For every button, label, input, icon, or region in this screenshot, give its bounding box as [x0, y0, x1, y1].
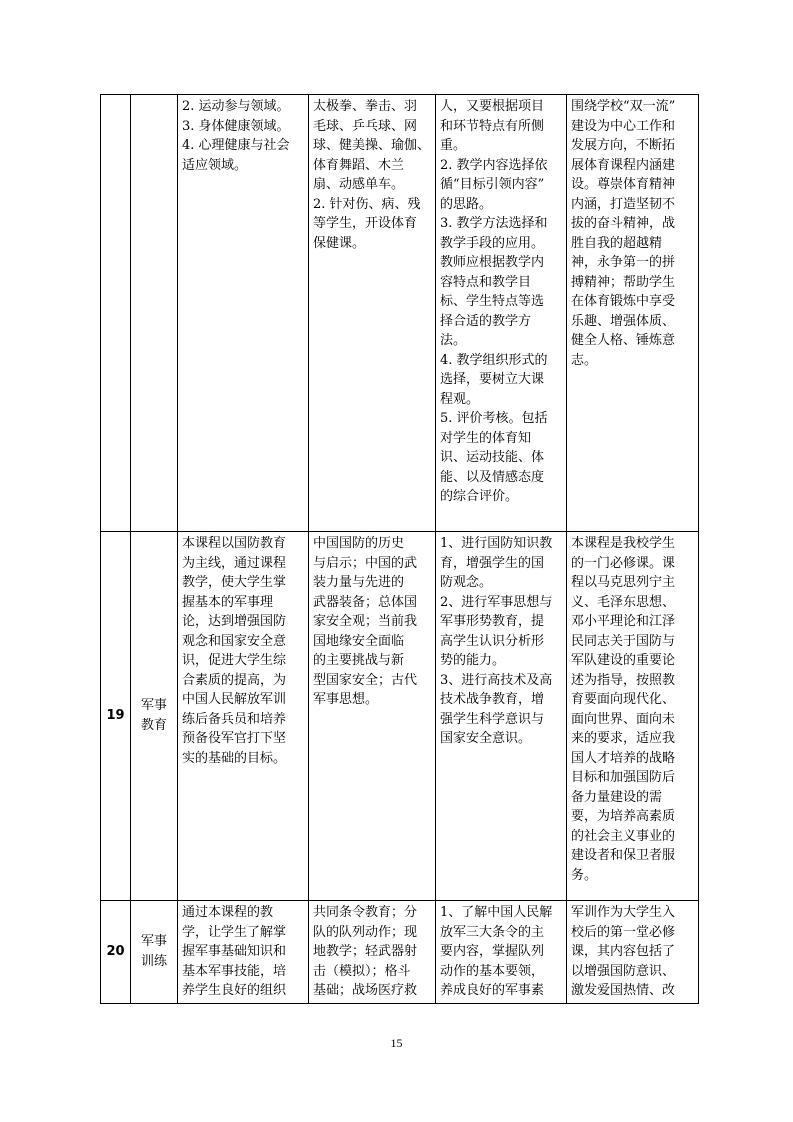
cell-text-line: 重。 — [440, 138, 467, 153]
cell-text-line: 标、学生特点等选 — [440, 294, 545, 309]
cell-text-line: 等学生，开设体育 — [313, 216, 418, 231]
cell-text-line: 的一门必修课。课 — [571, 555, 676, 571]
table-row — [101, 532, 699, 901]
cell-text-line: 防观念。 — [440, 575, 493, 590]
cell-text-line: 健全人格、锤炼意 — [571, 333, 676, 348]
cell-text-line: 要内容，掌握队列 — [440, 944, 545, 959]
ideology-cell — [567, 901, 699, 1004]
cell-text-line: 握军事基础知识和 — [182, 944, 287, 959]
cell-text-line: 观念和国家安全意 — [182, 633, 287, 649]
table-row — [101, 95, 699, 532]
cell-text-line: 2. 教学内容选择依 — [440, 157, 548, 173]
cell-text-line: 民同志关于国防与 — [571, 633, 676, 649]
cell-text-line: 本课程以国防教育 — [182, 536, 287, 551]
cell-text-line: 2. 针对伤、病、残 — [313, 196, 421, 212]
teaching-method-cell — [436, 532, 567, 901]
cell-text-line: 建设者和保卫者服 — [571, 848, 676, 863]
teaching-goal-cell — [178, 532, 309, 901]
course-name-line: 训练 — [140, 953, 167, 969]
cell-text-line: 拔的奋斗精神，战 — [571, 216, 676, 231]
cell-text-line: 军事形势教育，提 — [440, 614, 545, 629]
cell-text-line: 地教学；轻武器射 — [313, 944, 418, 959]
cell-text-line: 识，促进大学生综 — [182, 653, 287, 668]
cell-text-line: 能、以及情感态度 — [440, 469, 545, 485]
ideology-cell — [567, 95, 699, 532]
cell-text-line: 3、进行高技术及高 — [440, 672, 553, 688]
cell-text-line: 3. 教学方法选择和 — [440, 216, 548, 231]
cell-text-line: 动作的基本要领， — [440, 963, 545, 979]
cell-text-line: 义、毛泽东思想、 — [571, 594, 676, 610]
cell-text-line: 毛球、乒乓球、网 — [313, 118, 418, 134]
cell-text-line: 务。 — [571, 867, 598, 883]
cell-text-line: 型国家安全；古代 — [313, 672, 418, 688]
cell-text-line: 武器装备；总体国 — [313, 594, 418, 610]
cell-text-line: 激发爱国热情、改 — [571, 983, 676, 998]
cell-text-line: 教学，使大学生掌 — [182, 575, 287, 590]
cell-text-line: 志。 — [571, 352, 598, 368]
cell-text-line: 队的队列动作；现 — [313, 924, 418, 940]
course-name-cell — [131, 95, 178, 532]
cell-text-line: 设。尊崇体育精神 — [571, 177, 676, 192]
table-row — [101, 901, 699, 1004]
cell-text-line: 建设为中心工作和 — [571, 118, 676, 134]
cell-text-line: 4. 心理健康与社会 — [182, 138, 290, 153]
cell-text-line: 搏精神；帮助学生 — [571, 274, 676, 290]
cell-text-line: 来的要求，适应我 — [571, 731, 676, 746]
cell-text-line: 选择，要树立大课 — [440, 372, 545, 387]
cell-text-line: 军训作为大学生入 — [571, 905, 676, 920]
cell-text-line: 基础；战场医疗救 — [313, 983, 418, 998]
cell-text-line: 在体育锻炼中享受 — [571, 294, 676, 309]
cell-text-line: 为主线，通过课程 — [182, 555, 287, 571]
cell-text-line: 国人才培养的战略 — [571, 750, 676, 766]
cell-text-line: 1、进行国防知识教 — [440, 536, 553, 551]
course-number-cell: 20 — [101, 901, 131, 1004]
ideology-cell — [567, 532, 699, 901]
cell-text-line: 势的能力。 — [440, 653, 506, 668]
cell-text-line: 预备役军官打下坚 — [182, 731, 287, 746]
teaching-method-cell — [436, 95, 567, 532]
cell-text-line: 展体育课程内涵建 — [571, 157, 676, 173]
cell-text-line: 共同条令教育；分 — [313, 905, 418, 920]
cell-text-line: 5. 评价考核。包括 — [440, 411, 548, 426]
cell-text-line: 围绕学校“双一流” — [571, 99, 676, 114]
cell-text-line: 育要面向现代化、 — [571, 692, 676, 707]
course-name-line: 军事 — [140, 698, 167, 713]
cell-text-line: 学，让学生了解掌 — [182, 924, 287, 940]
cell-text-line: 太极拳、拳击、羽 — [313, 99, 418, 114]
cell-text-line: 扇、动感单车。 — [313, 177, 405, 192]
cell-text-line: 的社会主义事业的 — [571, 828, 676, 844]
cell-text-line: 教师应根据教学内 — [440, 255, 545, 270]
cell-text-line: 本课程是我校学生 — [571, 536, 676, 551]
cell-text-line: 技术战争教育，增 — [440, 692, 545, 707]
cell-text-line: 论，达到增强国防 — [182, 614, 287, 629]
page-number: 15 — [390, 1036, 403, 1050]
cell-text-line: 面向世界、面向未 — [571, 711, 676, 727]
cell-text-line: 容特点和教学目 — [440, 274, 532, 290]
cell-text-line: 以增强国防意识、 — [571, 963, 676, 979]
cell-text-line: 循“目标引领内容” — [440, 177, 545, 192]
cell-text-line: 军队建设的重要论 — [571, 653, 676, 668]
cell-text-line: 2. 运动参与领域。 — [182, 99, 290, 114]
cell-text-line: 练后备兵员和培养 — [182, 711, 287, 727]
teaching-content-cell — [309, 95, 436, 532]
cell-text-line: 中国人民解放军训 — [182, 692, 287, 707]
cell-text-line: 装力量与先进的 — [313, 575, 405, 590]
course-name-cell — [131, 532, 178, 901]
cell-text-line: 养成良好的军事素 — [440, 983, 545, 998]
cell-text-line: 高学生认识分析形 — [440, 633, 545, 649]
cell-text-line: 3. 身体健康领域。 — [182, 118, 290, 134]
cell-text-line: 程观。 — [440, 391, 480, 407]
cell-text-line: 的综合评价。 — [440, 489, 519, 504]
cell-text-line: 实的基础的目标。 — [182, 750, 287, 766]
cell-text-line: 识、运动技能、体 — [440, 450, 545, 465]
teaching-content-cell — [309, 532, 436, 901]
cell-text-line: 育，增强学生的国 — [440, 555, 545, 571]
course-table — [100, 94, 699, 1004]
course-number-cell: 19 — [101, 532, 131, 901]
cell-text-line: 握基本的军事理 — [182, 594, 274, 610]
cell-text-line: 要，为培养高素质 — [571, 809, 676, 824]
teaching-goal-cell — [178, 901, 309, 1004]
cell-text-line: 的主要挑战与新 — [313, 653, 405, 668]
course-name-line: 军事 — [140, 933, 167, 949]
cell-text-line: 择合适的教学方 — [440, 313, 532, 329]
cell-text-line: 球、健美操、瑜伽、 — [313, 138, 431, 153]
cell-text-line: 家安全观；当前我 — [313, 614, 418, 629]
course-name-cell — [131, 901, 178, 1004]
cell-text-line: 神，永争第一的拼 — [571, 255, 676, 270]
course-name-line: 教育 — [140, 718, 167, 733]
cell-text-line: 程以马克思列宁主 — [571, 575, 676, 590]
teaching-content-cell — [309, 901, 436, 1004]
cell-text-line: 4. 教学组织形式的 — [440, 352, 548, 368]
cell-text-line: 适应领域。 — [182, 157, 248, 173]
cell-text-line: 国地缘安全面临 — [313, 633, 405, 649]
cell-text-line: 课，其内容包括了 — [571, 944, 676, 959]
cell-text-line: 发展方向，不断拓 — [571, 138, 676, 153]
cell-text-line: 内涵，打造坚韧不 — [571, 196, 676, 212]
cell-text-line: 备力量建设的需 — [571, 789, 663, 805]
cell-text-line: 校后的第一堂必修 — [571, 924, 676, 940]
cell-text-line: 乐趣、增强体质、 — [571, 313, 676, 329]
cell-text-line: 保健课。 — [313, 235, 366, 251]
cell-text-line: 述为指导，按照教 — [571, 672, 676, 688]
cell-text-line: 与启示；中国的武 — [313, 555, 418, 571]
cell-text-line: 法。 — [440, 333, 467, 348]
cell-text-line: 中国国防的历史 — [313, 536, 405, 551]
cell-text-line: 强学生科学意识与 — [440, 711, 545, 727]
cell-text-line: 邓小平理论和江泽 — [571, 614, 676, 629]
cell-text-line: 国家安全意识。 — [440, 731, 532, 746]
cell-text-line: 教学手段的应用。 — [440, 235, 545, 251]
cell-text-line: 击（模拟）；格斗 — [313, 963, 411, 979]
cell-text-line: 对学生的体育知 — [440, 430, 532, 446]
cell-text-line: 放军三大条令的主 — [440, 924, 545, 940]
teaching-method-cell — [436, 901, 567, 1004]
cell-text-line: 目标和加强国防后 — [571, 770, 676, 785]
cell-text-line: 体育舞蹈、木兰 — [313, 157, 405, 173]
course-number-cell — [101, 95, 131, 532]
cell-text-line: 通过本课程的教 — [182, 905, 274, 920]
cell-text-line: 养学生良好的组织 — [182, 983, 287, 998]
cell-text-line: 合素质的提高，为 — [182, 672, 287, 688]
cell-text-line: 2、进行军事思想与 — [440, 594, 553, 610]
cell-text-line: 的思路。 — [440, 196, 493, 212]
cell-text-line: 1、了解中国人民解 — [440, 905, 553, 920]
cell-text-line: 军事思想。 — [313, 692, 379, 707]
cell-text-line: 和环节特点有所侧 — [440, 118, 545, 134]
cell-text-line: 基本军事技能，培 — [182, 963, 287, 979]
teaching-goal-cell — [178, 95, 309, 532]
cell-text-line: 胜自我的超越精 — [571, 235, 663, 251]
cell-text-line: 人，又要根据项目 — [440, 99, 545, 114]
